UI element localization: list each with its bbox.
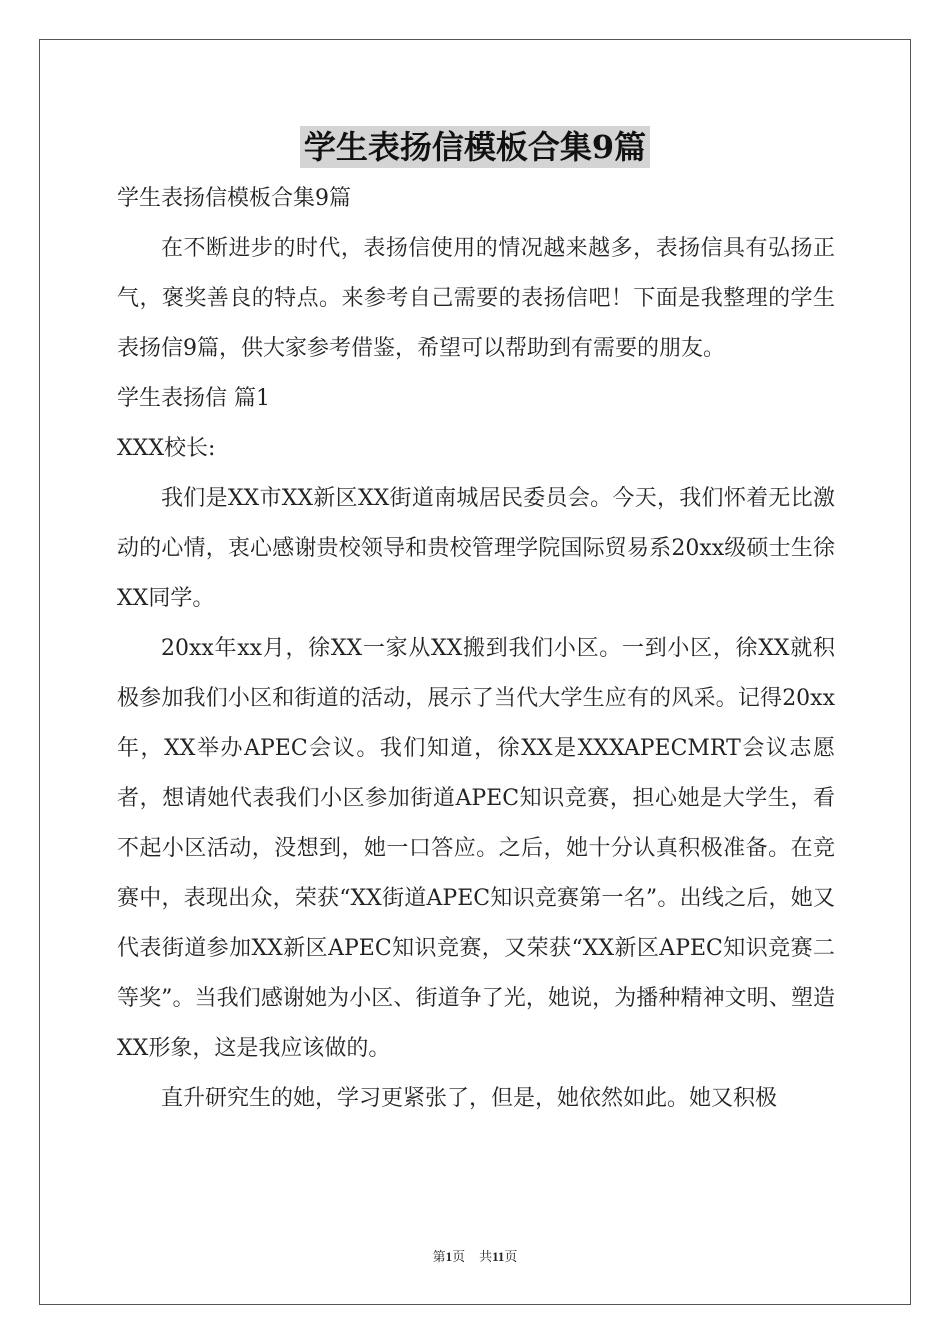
paragraph-body-2: 20xx年xx月，徐XX一家从XX搬到我们小区。一到小区，徐XX就积极参加我们小区和街道的活动，展示了当代大学生应有的风采。记得20xx年，XX举办APEC会议。我们知道，徐XX是XXXAPECMRT会议志愿者，想请她代表我们小区参加街道APEC知识竞赛，担心她是大学生，看不起小区活动，没想到，她一口答应。之后，她十分认真积极准备。在竞赛中，表现出众，荣获“XX街道APEC知识竞赛第一名”。出线之后，她又代表街道参加XX新区APEC知识竞赛，又荣获“XX新区APEC知识竞赛二等奖”。当我们感谢她为小区、街道争了光，她说，为播种精神文明、塑造XX形象，这是我应该做的。 [117, 636, 835, 1061]
total-pages: 11 [492, 1249, 505, 1264]
salutation: XXX校长: [117, 436, 216, 461]
title-container [0, 126, 950, 168]
document-title: 学生表扬信模板合集9篇 [300, 126, 650, 168]
paragraph-subtitle: 学生表扬信模板合集9篇 [117, 186, 351, 211]
page-footer [0, 1246, 950, 1265]
paragraph-body-3: 直升研究生的她，学习更紧张了，但是，她依然如此。她又积极 [161, 1086, 778, 1111]
total-suffix: 页 [504, 1250, 518, 1265]
document-body [117, 174, 835, 1124]
paragraph-body-1: 我们是XX市XX新区XX街道南城居民委员会。今天，我们怀着无比激动的心情，衷心感谢贵校领导和贵校管理学院国际贸易系20xx级硕士生徐XX同学。 [117, 486, 835, 611]
total-prefix: 共 [479, 1250, 493, 1265]
page-number: 1 [445, 1249, 453, 1264]
section-heading-1: 学生表扬信 篇1 [117, 386, 270, 411]
page-suffix: 页 [452, 1250, 466, 1265]
paragraph-intro: 在不断进步的时代，表扬信使用的情况越来越多，表扬信具有弘扬正气，褒奖善良的特点。来参考自己需要的表扬信吧！下面是我整理的学生表扬信9篇，供大家参考借鉴，希望可以帮助到有需要的朋友。 [117, 236, 835, 361]
page-prefix: 第 [432, 1250, 446, 1265]
